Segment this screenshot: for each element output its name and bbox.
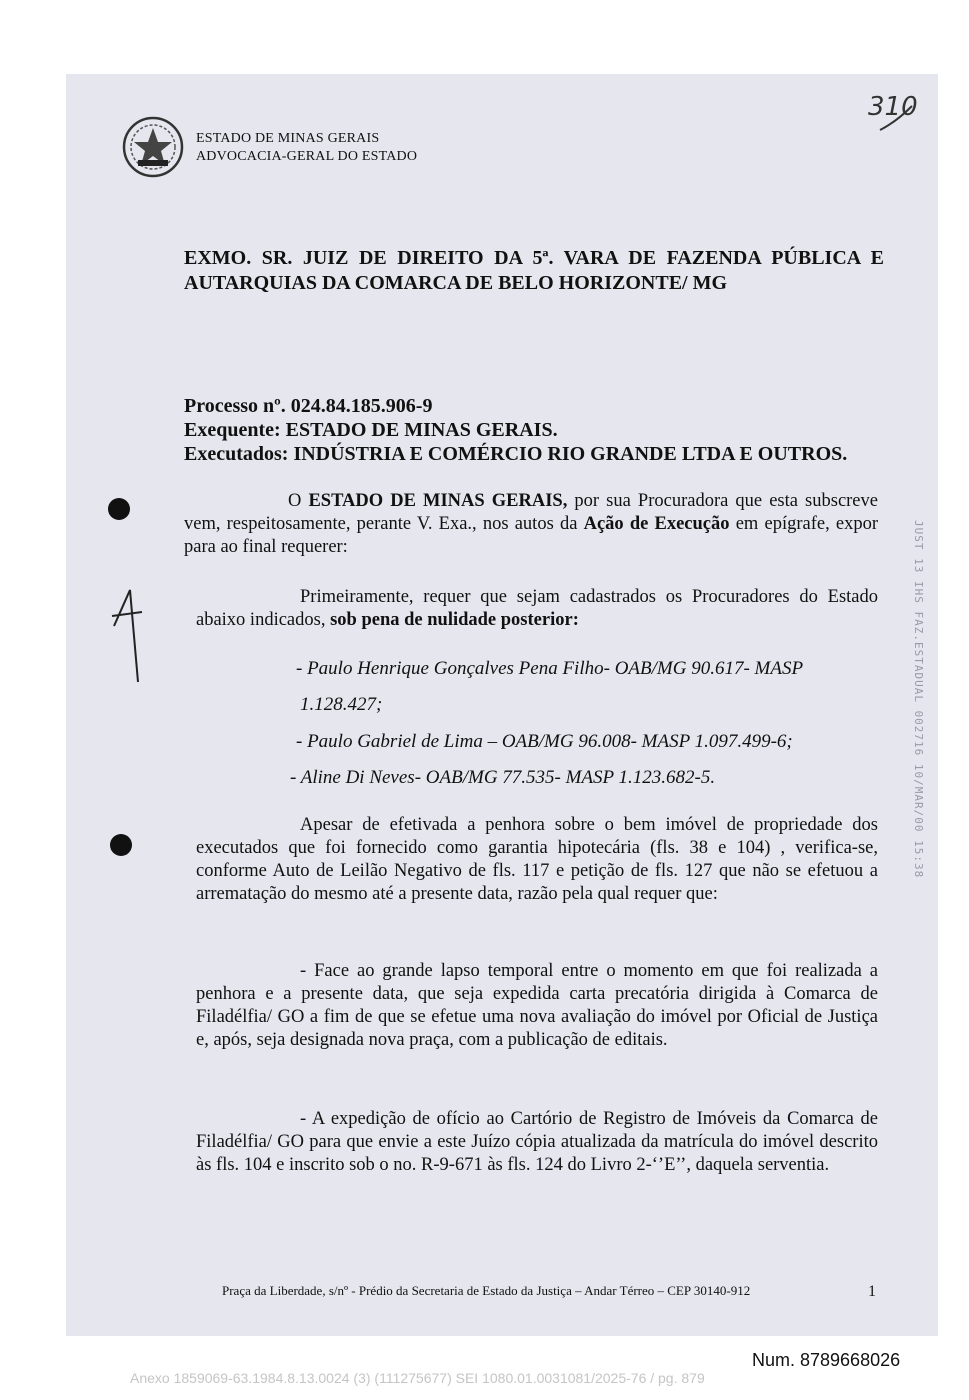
punch-hole-mark: [108, 498, 130, 520]
lawyer-line-2: - Paulo Gabriel de Lima – OAB/MG 96.008- MASP 1.097.499-6;: [296, 731, 793, 752]
paragraph-seizure: [196, 814, 878, 906]
handwritten-slash-mark: [878, 104, 914, 132]
paragraph-registration-request: [196, 586, 878, 632]
paragraph-intro-action: Ação de Execução: [583, 514, 730, 534]
lawyer-line-1: - Paulo Henrique Gonçalves Pena Filho- OAB/MG 90.617- MASP: [296, 658, 804, 679]
paragraph-request-registry: [196, 1108, 878, 1177]
footer-page-number: 1: [868, 1283, 876, 1300]
protocol-stamp-vertical: JUST 13 IHS FAZ.ESTADUAL 002716 10/MAR/00 15:38: [912, 520, 925, 879]
paragraph-intro: [184, 490, 878, 559]
org-department-name: ADVOCACIA-GERAL DO ESTADO: [196, 149, 418, 164]
paragraph-intro-text-a: por sua Procuradora que esta subscreve vem, respeitosamente, perante V. Exa., nos autos da: [184, 491, 878, 534]
addressee-heading: EXMO. SR. JUIZ DE DIREITO DA 5ª. VARA DE FAZENDA PÚBLICA E AUTARQUIAS DA COMARCA DE BELO HORIZONTE/ MG: [184, 247, 884, 294]
footer-address: Praça da Liberdade, s/nº - Prédio da Secretaria de Estado da Justiça – Andar Térreo – CEP 30140-912: [222, 1283, 751, 1298]
paragraph-registration-text: Primeiramente, requer que sejam cadastrados os Procuradores do Estado abaixo indicados,: [196, 587, 878, 630]
handwritten-A-mark: [108, 586, 148, 686]
paragraph-registry-text: - A expedição de ofício ao Cartório de Registro de Imóveis da Comarca de Filadélfia/ GO para que envie a este Juízo cópia atualizada da matrícula do imóvel descrito às fls. 104 e inscrito sob o no. R-9-671 às fls. 124 do Livro 2-‘’E’’, daquela serventia.: [196, 1109, 878, 1175]
paragraph-request-precatory: [196, 960, 878, 1052]
paragraph-intro-text-b: em epígrafe, expor para ao final requerer:: [184, 514, 878, 557]
handwritten-page-number: 310: [868, 92, 918, 122]
paragraph-intro-lead: O: [288, 491, 309, 511]
lawyer-line-3: - Aline Di Neves- OAB/MG 77.535- MASP 1.123.682-5.: [290, 767, 716, 788]
org-state-name: ESTADO DE MINAS GERAIS: [196, 131, 380, 146]
punch-hole-mark: [110, 834, 132, 856]
paragraph-seizure-text: Apesar de efetivada a penhora sobre o bem imóvel de propriedade dos executados que foi fornecido como garantia hipotecária (fls. 38 e 104) , verifica-se, conforme Auto de Leilão Negativo de fls. 117 e petição de fls. 127 que não se efetuou a arrematação do mesmo até a presente data, razão pela qual requer que:: [196, 815, 878, 904]
paragraph-precatory-text: - Face ao grande lapso temporal entre o momento em que foi realizada a penhora e a presente data, que seja expedida carta precatória dirigida à Comarca de Filadélfia/ GO a fim de que se efetue uma nova avaliação do imóvel por Oficial de Justiça e, após, seja designada nova praça, com a publicação de editais.: [196, 961, 878, 1050]
annex-reference-line: Anexo 1859069-63.1984.8.13.0024 (3) (111275677) SEI 1080.01.0031081/2025-76 / pg. 879: [130, 1370, 705, 1386]
case-plaintiff: Exequente: ESTADO DE MINAS GERAIS.: [184, 419, 558, 441]
case-number: Processo nº. 024.84.185.906-9: [184, 395, 433, 417]
coat-of-arms-seal: [122, 116, 184, 178]
lawyer-line-1-cont: 1.128.427;: [300, 694, 383, 715]
document-number-label: Num. 8789668026: [752, 1350, 901, 1370]
paragraph-registration-bold: sob pena de nulidade posterior:: [330, 610, 579, 630]
case-defendants: Executados: INDÚSTRIA E COMÉRCIO RIO GRANDE LTDA E OUTROS.: [184, 443, 848, 465]
paragraph-intro-state: ESTADO DE MINAS GERAIS,: [308, 491, 568, 511]
issuing-organization: [196, 130, 417, 166]
case-info: [184, 394, 847, 466]
